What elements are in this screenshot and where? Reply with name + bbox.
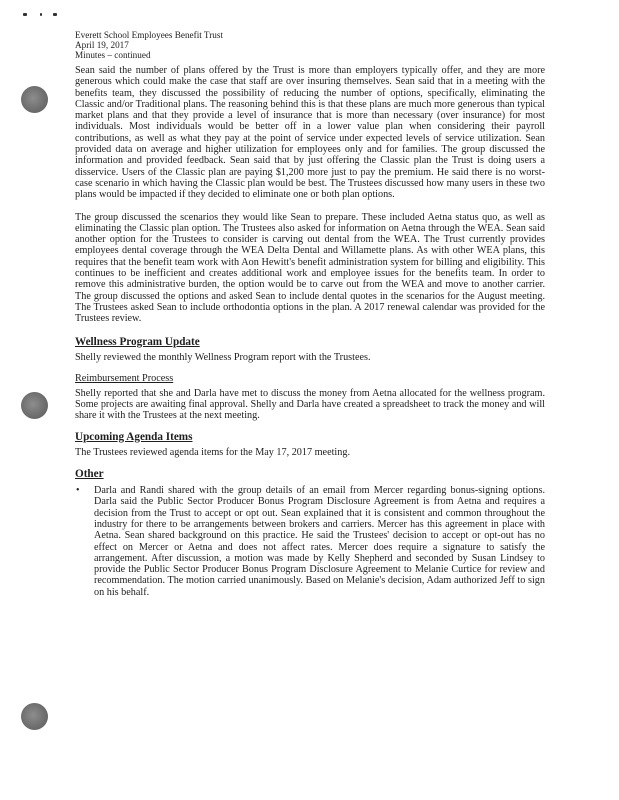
heading-wellness: Wellness Program Update [75,335,200,348]
scan-speck [23,13,27,16]
doc-title: Minutes – continued [75,50,151,60]
scan-speck [53,13,57,16]
bullet-icon: • [76,485,80,497]
wellness-text: Shelly reviewed the monthly Wellness Program report with the Trustees. [75,351,371,363]
punch-hole-bottom [21,703,48,730]
heading-other: Other [75,468,104,481]
heading-agenda: Upcoming Agenda Items [75,430,193,443]
document-header [75,30,545,60]
document-body [75,30,545,598]
agenda-text: The Trustees reviewed agenda items for the May 17, 2017 meeting. [75,446,350,458]
paragraph-scenarios: The group discussed the scenarios they would like Sean to prepare. These included Aetna status quo, as well as eliminating the Classic plan option. The Trustees also asked for information on Aetna through the WEA. Sean said another option for the Trustees to consider is carving out dental from the WEA. The Trust currently provides employees dental coverage through the WEA Delta Dental and Willamette plans. As with other WEA plans, this requires that the benefit team work with Aon Hewitt's benefit administration system for billing and eligibility. This continues to be inefficient and creates additional work and employee issues for the benefits team. In order to remove this administrative burden, the option would be to carve out from the WEA and move to another carrier. The group discussed the options and asked Sean to include dental quotes in the scenarios for the August meeting. The Trustees asked Sean to include orthodontia options in the plan. A 2017 renewal calendar was provided for the Trustees review. [75,211,545,325]
heading-reimbursement: Reimbursement Process [75,372,174,384]
paragraph-plan-options: Sean said the number of plans offered by the Trust is more than employers typically offer, and they are more generous which could make the case that staff are over insuring themselves. Sean said that in a meeting with the benefits team, they discussed the possibility of reducing the number of options, specifically, eliminating the Classic and/or Traditional plans. The reasoning behind this is that these plans are much more generous than typical market plans and that they provide a level of insurance that is more than necessary (over insurance) for most individuals. Most individuals would be better off in a lower value plan when considering their payroll contributions, as well as what they pay at the point of service under expected levels of service utilization. Sean provided data on average and higher utilization for employees only and for families. The group discussed the information and provided feedback. Sean said that by just offering the Classic plan the Trust is doing users a disservice. Users of the Classic plan are paying $1,200 more just to pay the premium. He said there is no worst-case scenario in which having the Classic plan would be best. The Trustees discussed how many users in these two plans would be impacted if they decided to eliminate one or both plan options. [75,65,545,201]
punch-hole-top [21,86,48,113]
list-item [75,485,545,598]
other-bullet-text: Darla and Randi shared with the group details of an email from Mercer regarding bonus-signing options. Darla said the Public Sector Producer Bonus Program Disclosure Agreement is from Aetna and requires a decision from the Trust to accept or opt out. Sean explained that it is consistent and common throughout the industry for there to be arrangements between brokers and carriers. Mercer has this agreement in place with Aetna. Sean shared background on this practice. He said the Trustees' decision to accept or opt-out has no effect on Mercer or Aetna and does not affect rates. Mercer does require a signature to satisfy the arrangement. After discussion, a motion was made by Kelly Shepherd and seconded by Susan Lindsey to provide the Public Sector Producer Bonus Program Disclosure Agreement to Melanie Curtice for review and recommendation. The motion carried unanimously. Based on Melanie's decision, Adam authorized Jeff to sign on his behalf. [94,485,545,598]
scan-speck [40,13,42,16]
punch-hole-middle [21,392,48,419]
reimbursement-text: Shelly reported that she and Darla have met to discuss the money from Aetna allocated for the wellness program. Some projects are awaiting final approval. Shelly and Darla have created a spreadsheet to track the money and will share it with the Trustees at the next meeting. [75,387,545,422]
other-list [75,485,545,598]
org-name: Everett School Employees Benefit Trust [75,30,224,40]
meeting-date: April 19, 2017 [75,40,129,50]
